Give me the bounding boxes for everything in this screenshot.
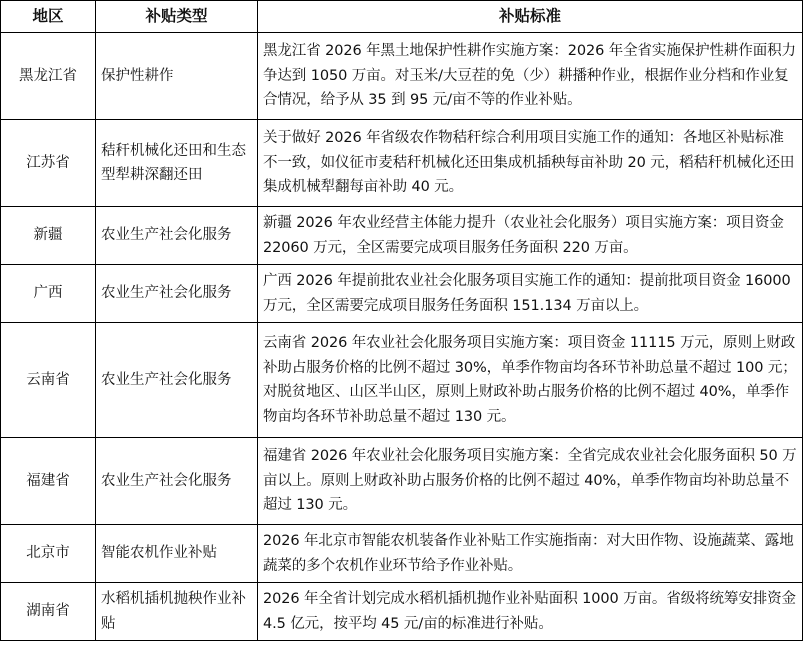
cell-standard: 福建省 2026 年农业社会化服务项目实施方案：全省完成农业社会化服务面积 50 万亩以上。原则上财政补助占服务价格的比例不超过 40%，单季作物亩均补助总量不超过 130 元。 xyxy=(258,438,803,525)
table-row xyxy=(1,323,803,438)
cell-region: 黑龙江省 xyxy=(1,33,96,120)
cell-region: 北京市 xyxy=(1,525,96,583)
cell-standard: 关于做好 2026 年省级农作物秸秆综合利用项目实施工作的通知：各地区补贴标准不一致，如仪征市麦秸秆机械化还田集成机插秧每亩补助 20 元，稻秸秆机械化还田集成机械犁翻每亩补助 40 元。 xyxy=(258,120,803,207)
cell-region: 新疆 xyxy=(1,207,96,265)
cell-region: 云南省 xyxy=(1,323,96,438)
table-row xyxy=(1,120,803,207)
header-standard: 补贴标准 xyxy=(258,1,803,33)
header-row xyxy=(1,1,803,33)
table-header xyxy=(1,1,803,33)
cell-type: 农业生产社会化服务 xyxy=(96,207,258,265)
cell-standard: 黑龙江省 2026 年黑土地保护性耕作实施方案：2026 年全省实施保护性耕作面积力争达到 1050 万亩。对玉米/大豆茬的免（少）耕播种作业，根据作业分档和作业复合情况，给予从 35 到 95 元/亩不等的作业补贴。 xyxy=(258,33,803,120)
cell-type: 智能农机作业补贴 xyxy=(96,525,258,583)
cell-region: 福建省 xyxy=(1,438,96,525)
cell-region: 湖南省 xyxy=(1,583,96,641)
cell-standard: 云南省 2026 年农业社会化服务项目实施方案：项目资金 11115 万元，原则上财政补助占服务价格的比例不超过 30%，单季作物亩均各环节补助总量不超过 100 元；对脱贫地区、山区半山区，原则上财政补助占服务价格的比例不超过 40%，单季作物亩均各环节补助总量不超过 130 元。 xyxy=(258,323,803,438)
header-type: 补贴类型 xyxy=(96,1,258,33)
table-row xyxy=(1,583,803,641)
cell-standard: 2026 年全省计划完成水稻机插机抛作业补贴面积 1000 万亩。省级将统筹安排资金 4.5 亿元，按平均 45 元/亩的标准进行补贴。 xyxy=(258,583,803,641)
table-row xyxy=(1,207,803,265)
table-row xyxy=(1,265,803,323)
cell-region: 广西 xyxy=(1,265,96,323)
cell-region: 江苏省 xyxy=(1,120,96,207)
table-body xyxy=(1,33,803,641)
cell-type: 农业生产社会化服务 xyxy=(96,265,258,323)
cell-type: 水稻机插机抛秧作业补贴 xyxy=(96,583,258,641)
cell-standard: 广西 2026 年提前批农业社会化服务项目实施工作的通知：提前批项目资金 16000 万元，全区需要完成项目服务任务面积 151.134 万亩以上。 xyxy=(258,265,803,323)
table-row xyxy=(1,33,803,120)
cell-standard: 新疆 2026 年农业经营主体能力提升（农业社会化服务）项目实施方案：项目资金 22060 万元，全区需要完成项目服务任务面积 220 万亩。 xyxy=(258,207,803,265)
cell-type: 秸秆机械化还田和生态型犁耕深翻还田 xyxy=(96,120,258,207)
cell-standard: 2026 年北京市智能农机装备作业补贴工作实施指南：对大田作物、设施蔬菜、露地蔬菜的多个农机作业环节给予作业补贴。 xyxy=(258,525,803,583)
header-region: 地区 xyxy=(1,1,96,33)
table-row xyxy=(1,525,803,583)
table-row xyxy=(1,438,803,525)
cell-type: 农业生产社会化服务 xyxy=(96,323,258,438)
cell-type: 农业生产社会化服务 xyxy=(96,438,258,525)
cell-type: 保护性耕作 xyxy=(96,33,258,120)
